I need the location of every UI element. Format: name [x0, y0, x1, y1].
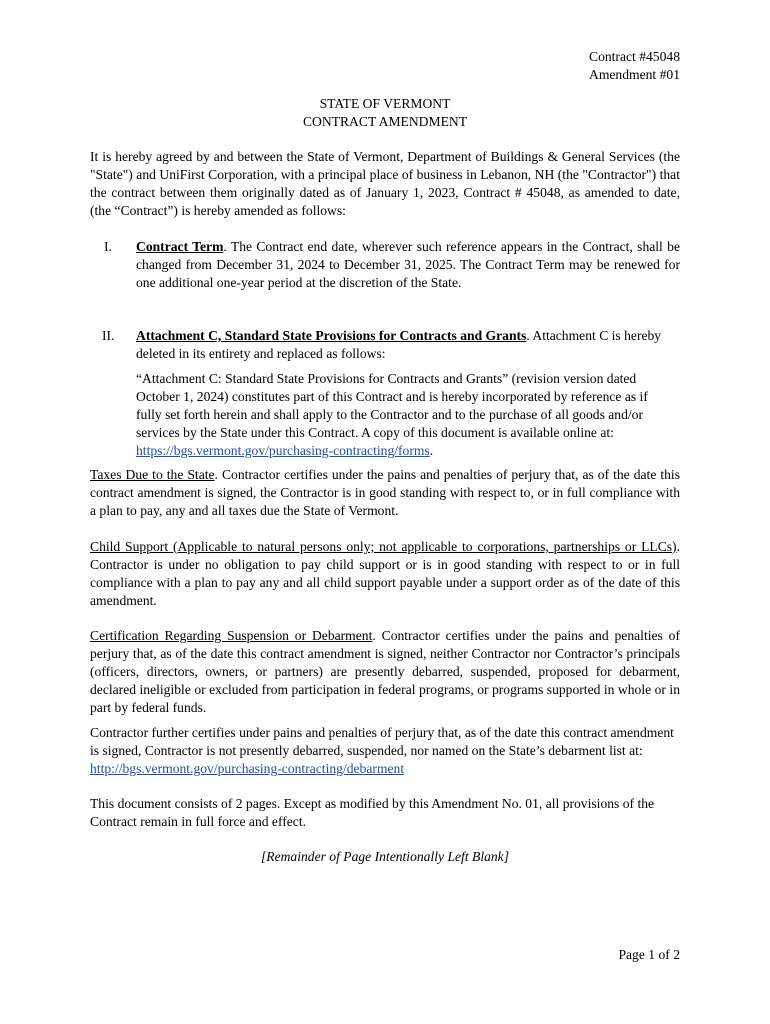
- closing-paragraph: This document consists of 2 pages. Except as modified by this Amendment No. 01, all provisions of the Contract remain in full force and effect.: [90, 796, 655, 829]
- item-1-heading: Contract Term: [136, 239, 224, 254]
- child-support-text: . Contractor is under no obligation to pay child support or is in good standing with respect to or in full compliance with a plan to pay any and all child support payable under a support order as of the date of this amendment.: [90, 539, 680, 608]
- contract-number: Contract #45048: [589, 49, 680, 64]
- item-2-quote-text: “Attachment C: Standard State Provisions for Contracts and Grants” (revision version dated October 1, 2024) constitutes part of this Contract and is hereby incorporated by reference as if fully set forth herein and shall apply to the Contractor and to the purchase of all goods and/or services by the State under this Contract. A copy of this document is available online at:: [136, 371, 648, 440]
- item-2-quote: [136, 370, 672, 460]
- amendment-number: Amendment #01: [589, 67, 680, 82]
- certification-paragraph: [90, 627, 680, 717]
- item-1-contract-term: [136, 238, 680, 292]
- taxes-text: . Contractor certifies under the pains and penalties of perjury that, as of the date this contract amendment is signed, the Contractor is in good standing with respect to, or in full compliance with a plan to pay, any and all taxes due the State of Vermont.: [90, 467, 680, 518]
- forms-link[interactable]: https://bgs.vermont.gov/purchasing-contracting/forms: [136, 443, 430, 458]
- taxes-heading: Taxes Due to the State: [90, 467, 215, 482]
- item-1-numeral: I.: [104, 239, 112, 254]
- title-state: STATE OF VERMONT: [319, 96, 451, 111]
- child-support-heading: Child Support (Applicable to natural persons only; not applicable to corporations, partnerships or LLCs): [90, 539, 677, 554]
- item-2-heading: Attachment C, Standard State Provisions for Contracts and Grants: [136, 328, 527, 343]
- item-2-numeral: II.: [102, 328, 115, 343]
- certification-further-text: Contractor further certifies under pains and penalties of perjury that, as of the date this contract amendment is signed, Contractor is not presently debarred, suspended, nor named on the State’s debarment list at:: [90, 725, 674, 758]
- certification-heading: Certification Regarding Suspension or Debarment: [90, 628, 373, 643]
- remainder-note: [Remainder of Page Intentionally Left Blank]: [260, 849, 510, 864]
- item-1-text: . The Contract end date, wherever such reference appears in the Contract, shall be changed from December 31, 2024 to December 31, 2025. The Contract Term may be renewed for one additional one-year period at the discretion of the State.: [136, 239, 680, 290]
- certification-text: . Contractor certifies under the pains and penalties of perjury that, as of the date this contract amendment is signed, neither Contractor nor Contractor’s principals (officers, directors, owners, or partners) are presently debarred, suspended, proposed for debarment, declared ineligible or excluded from participation in federal programs, or programs supported in whole or in part by federal funds.: [90, 628, 680, 715]
- forms-link-suffix: .: [429, 443, 434, 458]
- intro-paragraph: It is hereby agreed by and between the State of Vermont, Department of Buildings & General Services (the "State") and UniFirst Corporation, with a principal place of business in Lebanon, NH (the "Contractor") that the contract between them originally dated as of January 1, 2023, Contract # 45048, as amended to date, (the “Contract”) is hereby amended as follows:: [90, 149, 680, 218]
- item-2-attachment-c: [136, 327, 682, 363]
- title-contract-amendment: CONTRACT AMENDMENT: [302, 114, 467, 129]
- page-number: Page 1 of 2: [618, 947, 680, 962]
- item-2-text: . Attachment C is hereby deleted in its entirety and replaced as follows:: [136, 328, 662, 361]
- taxes-paragraph: [90, 466, 680, 520]
- certification-further-paragraph: [90, 724, 682, 778]
- debarment-link[interactable]: http://bgs.vermont.gov/purchasing-contracting/debarment: [90, 761, 405, 776]
- child-support-paragraph: [90, 538, 680, 610]
